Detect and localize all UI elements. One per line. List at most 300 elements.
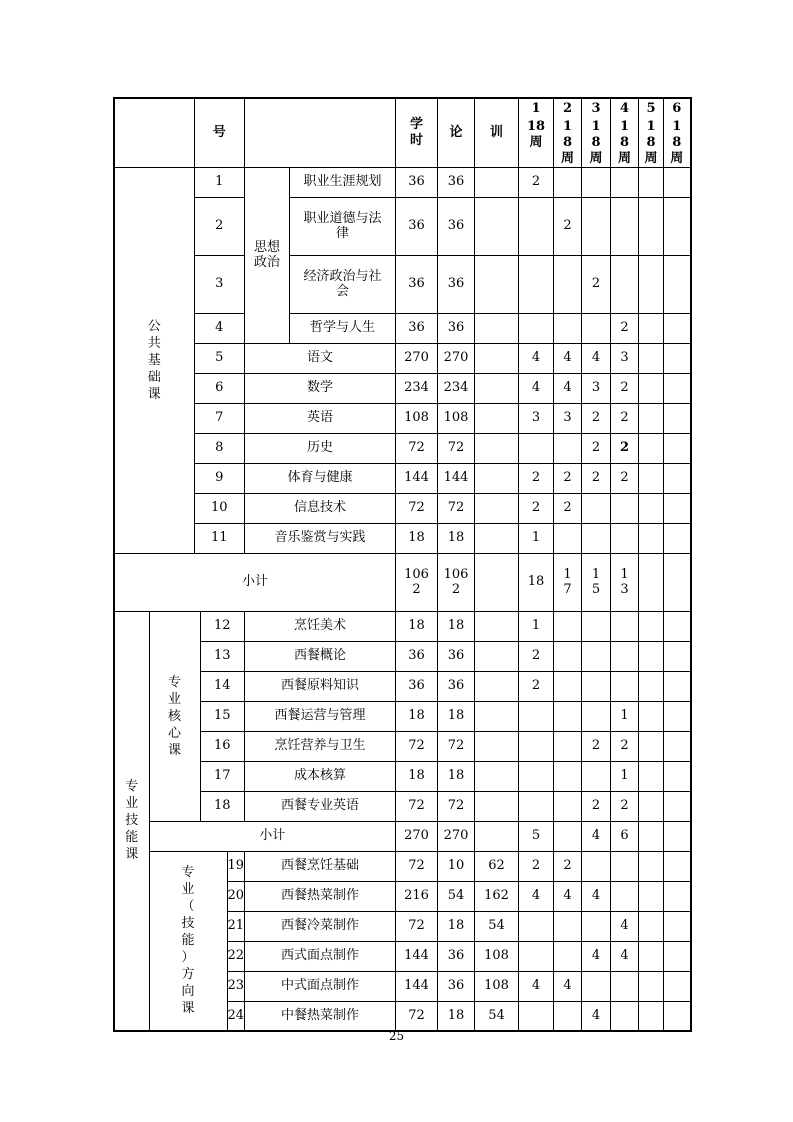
semester-1-cell: 2 [519,671,554,701]
theory-cell: 18 [438,1001,475,1031]
semester-4-cell [611,971,639,1001]
practice-cell [475,791,519,821]
semester-5-cell [639,463,664,493]
semester-5-cell [639,197,664,255]
semester-1-cell: 2 [519,167,554,197]
practice-cell [475,433,519,463]
hours-cell: 36 [396,167,438,197]
table-row [114,403,691,433]
practice-cell [475,553,519,611]
semester-4-cell: 1 [611,761,639,791]
hours-cell: 18 [396,611,438,641]
semester-2-cell [554,313,582,343]
semester-3-cell: 3 [582,373,611,403]
course-name: 英语 [245,403,396,433]
theory-cell: 270 [438,821,475,851]
row-number: 19 [227,851,245,881]
row-number: 21 [227,911,245,941]
theory-cell: 18 [438,611,475,641]
public-subtotal-row [114,553,691,611]
semester-6-cell [664,791,691,821]
semester-1-cell: 3 [519,403,554,433]
row-number: 14 [200,671,245,701]
course-name: 哲学与人生 [290,313,396,343]
semester-6-cell [664,463,691,493]
practice-cell [475,167,519,197]
table-row [114,463,691,493]
practice-cell [475,523,519,553]
practice-cell [475,373,519,403]
theory-cell: 36 [438,671,475,701]
course-name: 职业道德与法 律 [290,197,396,255]
semester-2-cell [554,941,582,971]
semester-3-cell: 1 5 [582,553,611,611]
table-row [114,701,691,731]
semester-4-cell: 2 [611,403,639,433]
semester-4-cell: 2 [611,433,639,463]
semester-4-cell [611,671,639,701]
semester-3-cell: 2 [582,255,611,313]
semester-3-cell [582,493,611,523]
semester-2-cell [554,1001,582,1031]
course-name: 成本核算 [245,761,396,791]
direction-group-label: 专 业 （ 技 能 ） 方 向 课 [149,851,227,1031]
semester-5-cell [639,313,664,343]
semester-2-cell: 2 [554,493,582,523]
semester-6-cell [664,313,691,343]
course-name: 数学 [245,373,396,403]
semester-6-cell [664,731,691,761]
hours-cell: 72 [396,433,438,463]
semester-6-cell [664,197,691,255]
semester-5-cell [639,851,664,881]
semester-2-cell [554,791,582,821]
semester-5-cell [639,433,664,463]
theory-cell: 54 [438,881,475,911]
semester-2-cell: 3 [554,403,582,433]
row-number: 11 [194,523,245,553]
hours-cell: 18 [396,701,438,731]
row-number: 10 [194,493,245,523]
core-group-label: 专 业 核 心 课 [149,611,200,821]
semester-4-cell [611,197,639,255]
theory-cell: 270 [438,343,475,373]
theory-cell: 36 [438,167,475,197]
semester-5-cell [639,167,664,197]
semester-4-cell [611,611,639,641]
semester-4-cell [611,851,639,881]
theory-header: 论 [438,98,475,167]
semester-1-cell [519,761,554,791]
semester-1-cell: 1 [519,523,554,553]
course-name: 西餐热菜制作 [245,881,396,911]
hours-cell: 36 [396,641,438,671]
row-number: 18 [200,791,245,821]
course-name: 西式面点制作 [245,941,396,971]
semester-6-cell [664,1001,691,1031]
practice-cell [475,343,519,373]
theory-cell: 72 [438,731,475,761]
practice-cell [475,671,519,701]
practice-cell: 54 [475,911,519,941]
semester-1-header: 1 18 周 [519,98,554,167]
semester-1-cell [519,255,554,313]
semester-6-cell [664,851,691,881]
semester-6-cell [664,255,691,313]
practice-cell [475,255,519,313]
semester-2-cell [554,761,582,791]
semester-4-cell [611,493,639,523]
practice-cell [475,463,519,493]
semester-1-cell [519,911,554,941]
semester-1-cell: 4 [519,343,554,373]
practice-cell [475,641,519,671]
semester-4-header: 4 1 8 周 [611,98,639,167]
semester-1-cell [519,731,554,761]
table-row [114,167,691,197]
semester-4-cell: 2 [611,463,639,493]
semester-5-cell [639,493,664,523]
semester-1-cell: 4 [519,881,554,911]
semester-3-cell: 2 [582,731,611,761]
row-number: 7 [194,403,245,433]
theory-cell: 18 [438,761,475,791]
semester-4-cell: 3 [611,343,639,373]
semester-6-cell [664,403,691,433]
semester-3-cell [582,167,611,197]
semester-2-cell: 1 7 [554,553,582,611]
semester-6-cell [664,641,691,671]
semester-2-cell [554,911,582,941]
semester-6-header: 6 1 8 周 [664,98,691,167]
semester-4-cell: 2 [611,373,639,403]
theory-cell: 18 [438,523,475,553]
semester-3-cell [582,197,611,255]
semester-2-cell [554,641,582,671]
hours-cell: 18 [396,761,438,791]
row-number: 20 [227,881,245,911]
semester-2-cell: 4 [554,373,582,403]
theory-cell: 72 [438,493,475,523]
course-name: 中餐热菜制作 [245,1001,396,1031]
semester-1-cell [519,791,554,821]
semester-5-cell [639,553,664,611]
semester-1-cell: 1 [519,611,554,641]
hours-cell: 108 [396,403,438,433]
semester-6-cell [664,821,691,851]
semester-2-cell [554,523,582,553]
theory-cell: 36 [438,641,475,671]
table-row [114,731,691,761]
semester-6-cell [664,167,691,197]
semester-6-cell [664,671,691,701]
semester-3-cell: 4 [582,881,611,911]
core-subtotal-row [114,821,691,851]
subtotal-label: 小计 [114,553,396,611]
hours-cell: 36 [396,313,438,343]
theory-cell: 18 [438,701,475,731]
semester-3-cell: 2 [582,791,611,821]
semester-1-cell: 2 [519,463,554,493]
professional-category-label: 专 业 技 能 课 [114,611,149,1031]
semester-3-cell: 4 [582,343,611,373]
semester-2-cell [554,611,582,641]
semester-4-cell: 2 [611,791,639,821]
semester-1-cell: 18 [519,553,554,611]
table-row [114,523,691,553]
row-number: 13 [200,641,245,671]
hours-cell: 270 [396,343,438,373]
row-number: 4 [194,313,245,343]
course-name: 历史 [245,433,396,463]
practice-cell: 108 [475,941,519,971]
semester-2-cell [554,701,582,731]
semester-2-cell: 2 [554,851,582,881]
semester-3-cell [582,641,611,671]
hours-header: 学 时 [396,98,438,167]
row-number: 8 [194,433,245,463]
row-number: 15 [200,701,245,731]
semester-2-cell: 2 [554,197,582,255]
practice-cell [475,611,519,641]
semester-5-cell [639,373,664,403]
table-row [114,641,691,671]
semester-3-cell [582,523,611,553]
row-number: 23 [227,971,245,1001]
semester-6-cell [664,553,691,611]
semester-5-cell [639,403,664,433]
semester-3-cell [582,971,611,1001]
semester-4-cell [611,523,639,553]
table-row [114,851,691,881]
theory-cell: 36 [438,197,475,255]
row-number: 9 [194,463,245,493]
semester-3-cell [582,313,611,343]
semester-5-cell [639,791,664,821]
theory-cell: 108 [438,403,475,433]
table-row [114,373,691,403]
semester-5-cell [639,523,664,553]
semester-1-cell: 4 [519,373,554,403]
theory-cell: 234 [438,373,475,403]
hours-cell: 144 [396,941,438,971]
semester-5-header: 5 1 8 周 [639,98,664,167]
semester-5-cell [639,911,664,941]
semester-1-cell: 4 [519,971,554,1001]
table-body [114,98,691,1031]
theory-cell: 36 [438,941,475,971]
semester-5-cell [639,671,664,701]
row-number: 16 [200,731,245,761]
course-name: 西餐原料知识 [245,671,396,701]
semester-3-cell: 4 [582,1001,611,1031]
hours-cell: 144 [396,971,438,1001]
semester-4-cell: 4 [611,911,639,941]
semester-5-cell [639,1001,664,1031]
hours-cell: 36 [396,197,438,255]
semester-6-cell [664,761,691,791]
semester-6-cell [664,523,691,553]
practice-cell [475,197,519,255]
hours-cell: 234 [396,373,438,403]
semester-4-cell: 4 [611,941,639,971]
curriculum-table [113,97,692,1032]
table-row [114,197,691,255]
practice-cell [475,731,519,761]
course-name: 经济政治与社 会 [290,255,396,313]
row-number: 12 [200,611,245,641]
course-name: 音乐鉴赏与实践 [245,523,396,553]
semester-3-cell [582,701,611,731]
course-name: 语文 [245,343,396,373]
semester-5-cell [639,343,664,373]
semester-5-cell [639,611,664,641]
course-name: 西餐专业英语 [245,791,396,821]
course-name: 信息技术 [245,493,396,523]
practice-cell: 62 [475,851,519,881]
row-number: 22 [227,941,245,971]
course-name: 体育与健康 [245,463,396,493]
semester-1-cell [519,197,554,255]
semester-3-cell: 4 [582,941,611,971]
course-name: 西餐冷菜制作 [245,911,396,941]
semester-1-cell [519,701,554,731]
semester-6-cell [664,373,691,403]
practice-cell [475,821,519,851]
hours-cell: 216 [396,881,438,911]
semester-4-cell: 2 [611,731,639,761]
course-name: 职业生涯规划 [290,167,396,197]
semester-5-cell [639,255,664,313]
table-row [114,433,691,463]
table-row [114,343,691,373]
semester-1-cell: 5 [519,821,554,851]
semester-3-cell: 2 [582,433,611,463]
semester-4-cell: 1 [611,701,639,731]
semester-4-cell [611,641,639,671]
table-row [114,791,691,821]
course-name: 烹饪美术 [245,611,396,641]
semester-1-cell [519,941,554,971]
theory-cell: 36 [438,971,475,1001]
semester-1-cell: 2 [519,493,554,523]
course-name: 西餐概论 [245,641,396,671]
table-row [114,611,691,641]
semester-5-cell [639,701,664,731]
semester-2-cell: 2 [554,463,582,493]
semester-3-cell [582,911,611,941]
hours-cell: 72 [396,791,438,821]
row-number: 17 [200,761,245,791]
theory-cell: 18 [438,911,475,941]
semester-6-cell [664,881,691,911]
semester-2-cell [554,731,582,761]
semester-5-cell [639,641,664,671]
public-category-label: 公 共 基 础 课 [114,167,194,553]
header-row [114,98,691,167]
theory-cell: 72 [438,791,475,821]
row-number: 1 [194,167,245,197]
table-row [114,493,691,523]
theory-cell: 36 [438,313,475,343]
practice-cell [475,761,519,791]
practice-cell [475,701,519,731]
semester-5-cell [639,941,664,971]
semester-1-cell: 2 [519,641,554,671]
semester-2-cell: 4 [554,881,582,911]
course-name: 中式面点制作 [245,971,396,1001]
row-number: 2 [194,197,245,255]
semester-6-cell [664,911,691,941]
table-row [114,313,691,343]
practice-cell [475,493,519,523]
semester-6-cell [664,493,691,523]
theory-cell: 106 2 [438,553,475,611]
table-row [114,671,691,701]
row-number: 24 [227,1001,245,1031]
semester-5-cell [639,971,664,1001]
semester-3-cell [582,671,611,701]
semester-6-cell [664,611,691,641]
semester-5-cell [639,821,664,851]
table-row [114,255,691,313]
course-name: 西餐运营与管理 [245,701,396,731]
subtotal-label: 小计 [149,821,396,851]
semester-3-cell: 2 [582,463,611,493]
row-number: 3 [194,255,245,313]
semester-4-cell [611,255,639,313]
practice-cell: 162 [475,881,519,911]
category-header-cell [114,98,194,167]
theory-cell: 72 [438,433,475,463]
hours-cell: 72 [396,851,438,881]
semester-6-cell [664,971,691,1001]
semester-1-cell: 2 [519,851,554,881]
practice-cell: 54 [475,1001,519,1031]
hours-cell: 36 [396,671,438,701]
semester-4-cell [611,881,639,911]
row-number: 6 [194,373,245,403]
semester-6-cell [664,433,691,463]
hours-cell: 72 [396,731,438,761]
semester-3-cell: 4 [582,821,611,851]
row-number: 5 [194,343,245,373]
theory-cell: 10 [438,851,475,881]
semester-6-cell [664,941,691,971]
semester-2-cell [554,255,582,313]
semester-4-cell: 6 [611,821,639,851]
practice-header: 训 [475,98,519,167]
hours-cell: 270 [396,821,438,851]
course-name: 西餐烹饪基础 [245,851,396,881]
semester-1-cell [519,313,554,343]
semester-2-cell: 4 [554,343,582,373]
semester-3-cell [582,611,611,641]
page-number: 25 [388,1029,405,1043]
semester-4-cell [611,1001,639,1031]
semester-4-cell: 2 [611,313,639,343]
semester-5-cell [639,731,664,761]
semester-1-cell [519,1001,554,1031]
theory-cell: 36 [438,255,475,313]
semester-3-cell [582,851,611,881]
semester-1-cell [519,433,554,463]
number-header: 号 [194,98,245,167]
practice-cell [475,403,519,433]
practice-cell: 108 [475,971,519,1001]
hours-cell: 106 2 [396,553,438,611]
hours-cell: 72 [396,1001,438,1031]
